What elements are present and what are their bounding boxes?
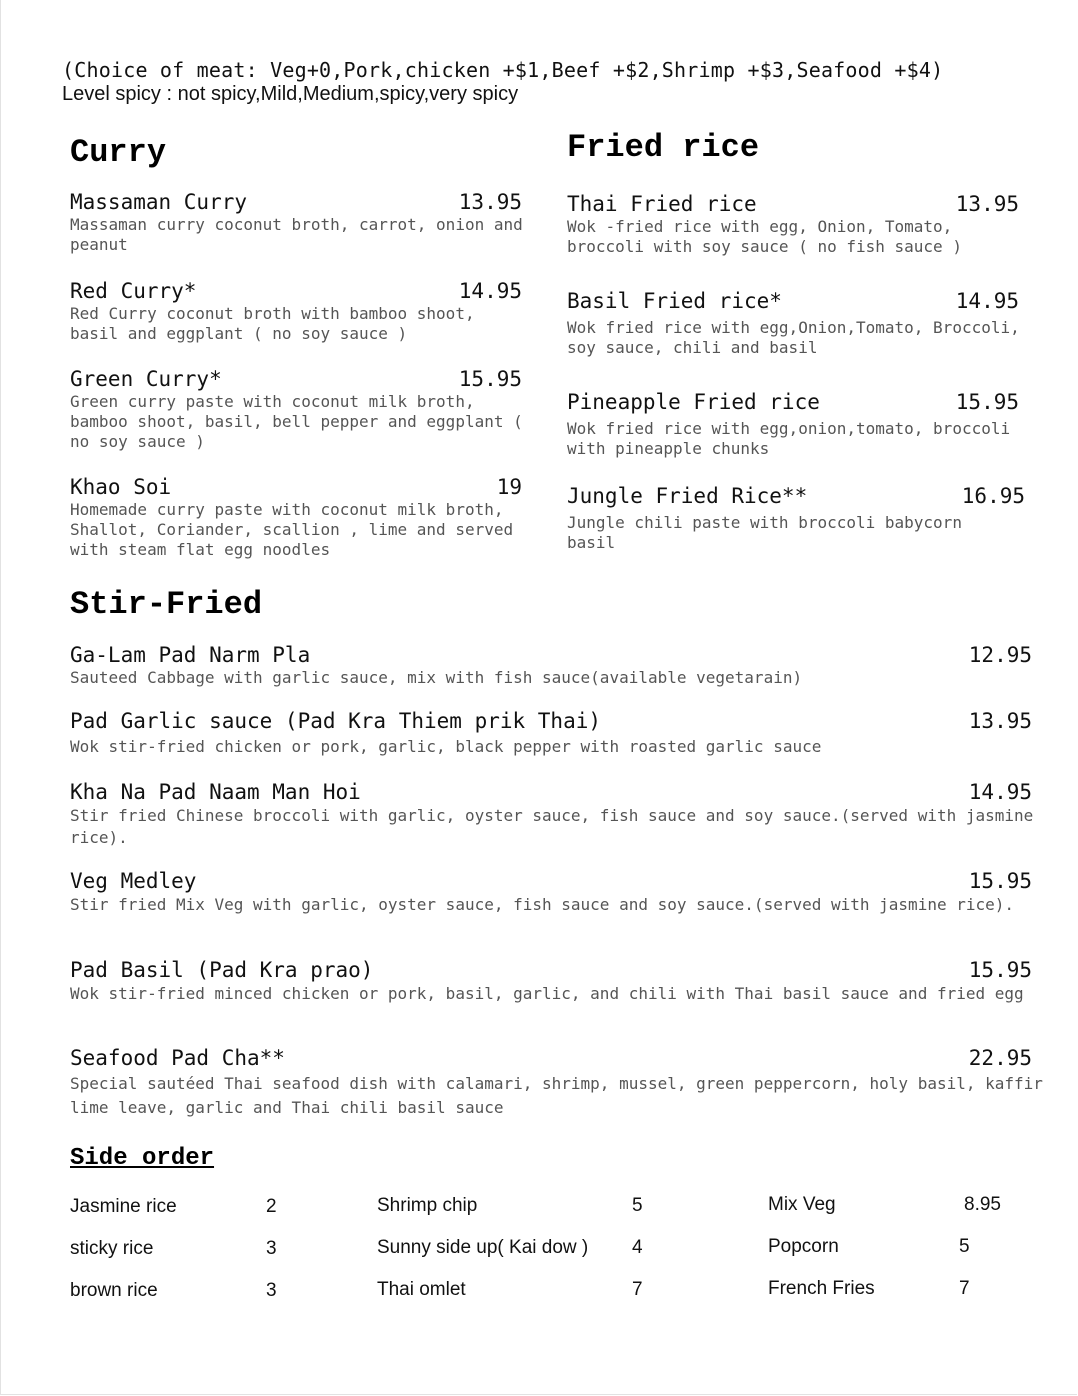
item-price: 13.95 — [955, 192, 1019, 216]
item-description: Wok fried rice with egg,Onion,Tomato, Broccoli, soy sauce, chili and basil — [567, 318, 1020, 357]
item-name: Seafood Pad Cha** — [70, 1046, 285, 1070]
stir-fried-title: Stir-Fried — [70, 586, 263, 623]
side-item-price: 5 — [959, 1236, 970, 1257]
item-price: 13.95 — [968, 709, 1032, 733]
item-description: Wok -fried rice with egg, Onion, Tomato, broccoli with soy sauce ( no fish sauce ) — [567, 217, 962, 256]
item-name: Green Curry* — [70, 367, 222, 391]
item-description: Wok stir-fried minced chicken or pork, basil, garlic, and chili with Thai basil sauce and fried egg — [70, 984, 1024, 1003]
menu-item — [70, 367, 522, 452]
menu-item — [70, 279, 522, 344]
item-name: Kha Na Pad Naam Man Hoi — [70, 780, 361, 804]
item-description: Wok stir-fried chicken or pork, garlic, black pepper with roasted garlic sauce — [70, 737, 822, 756]
side-item-name: Thai omlet — [377, 1279, 466, 1300]
item-description: Stir fried Mix Veg with garlic, oyster sauce, fish sauce and soy sauce.(served with jasmine rice). — [70, 895, 1015, 914]
menu-item — [70, 1046, 1043, 1120]
side-item-price: 8.95 — [964, 1194, 1001, 1215]
item-price: 15.95 — [968, 869, 1032, 893]
menu-item — [70, 475, 522, 560]
item-description: Red Curry coconut broth with bamboo shoot, basil and eggplant ( no soy sauce ) — [70, 304, 475, 343]
item-name: Ga-Lam Pad Narm Pla — [70, 643, 311, 667]
item-name: Massaman Curry — [70, 190, 248, 214]
side-order-title: Side order — [70, 1145, 215, 1172]
item-description: Sauteed Cabbage with garlic sauce, mix with fish sauce(available vegetarain) — [70, 668, 803, 687]
side-item-price: 5 — [632, 1195, 643, 1216]
menu-item — [70, 190, 522, 255]
side-item-name: Popcorn — [768, 1236, 839, 1257]
meat-choice-text: (Choice of meat: Veg+0,Pork,chicken +$1,Beef +$2,Shrimp +$3,Seafood +$4) — [62, 58, 944, 82]
item-name: Red Curry* — [70, 279, 197, 303]
side-item-price: 3 — [266, 1238, 277, 1259]
item-price: 13.95 — [458, 190, 522, 214]
side-item-price: 7 — [959, 1278, 970, 1299]
side-item-name: Jasmine rice — [70, 1196, 177, 1217]
menu-item — [70, 958, 1032, 1005]
item-name: Khao Soi — [70, 475, 172, 499]
item-name: Pineapple Fried rice — [567, 390, 820, 414]
item-description: Massaman curry coconut broth, carrot, onion and peanut — [70, 215, 523, 254]
curry-title: Curry — [70, 134, 167, 171]
item-price: 15.95 — [968, 958, 1032, 982]
side-item-name: Shrimp chip — [377, 1195, 478, 1216]
item-price: 22.95 — [968, 1046, 1032, 1070]
fried-rice-title: Fried rice — [567, 129, 760, 166]
menu-options — [62, 58, 943, 106]
item-description: Stir fried Chinese broccoli with garlic, oyster sauce, fish sauce and soy sauce.(served with jasmine rice). — [70, 806, 1034, 847]
menu-item — [70, 643, 1032, 688]
menu-item — [567, 289, 1019, 358]
item-price: 15.95 — [955, 390, 1019, 414]
item-name: Pad Garlic sauce (Pad Kra Thiem prik Thai) — [70, 709, 602, 733]
item-name: Veg Medley — [70, 869, 197, 893]
side-item-name: French Fries — [768, 1278, 875, 1299]
menu-item — [70, 869, 1032, 916]
item-description: Wok fried rice with egg,onion,tomato, broccoli with pineapple chunks — [567, 419, 1011, 458]
item-price: 16.95 — [961, 484, 1025, 508]
item-price: 15.95 — [458, 367, 522, 391]
item-price: 12.95 — [968, 643, 1032, 667]
spicy-level-text: Level spicy : not spicy,Mild,Medium,spicy,very spicy — [62, 83, 519, 105]
side-item-name: Mix Veg — [768, 1194, 836, 1215]
side-item-price: 3 — [266, 1280, 277, 1301]
side-item-name: Sunny side up( Kai dow ) — [377, 1237, 589, 1258]
side-item-price: 7 — [632, 1279, 643, 1300]
item-description: Special sautéed Thai seafood dish with calamari, shrimp, mussel, green peppercorn, holy basil, kaffir lime leave, garlic and Thai chili basil sauce — [70, 1074, 1043, 1117]
side-item-name: brown rice — [70, 1280, 158, 1301]
item-name: Basil Fried rice* — [567, 289, 782, 313]
menu-item — [70, 709, 1032, 757]
menu-item — [70, 780, 1032, 849]
item-price: 14.95 — [968, 780, 1032, 804]
side-item-name: sticky rice — [70, 1238, 154, 1259]
menu-item — [567, 390, 1019, 459]
item-price: 19 — [496, 475, 522, 499]
menu-item — [567, 192, 1019, 257]
item-description: Homemade curry paste with coconut milk broth, Shallot, Coriander, scallion , lime and served with steam flat egg noodles — [70, 500, 514, 559]
side-item-price: 4 — [632, 1237, 643, 1258]
item-name: Thai Fried rice — [567, 192, 757, 216]
item-name: Pad Basil (Pad Kra prao) — [70, 958, 374, 982]
menu-item — [567, 484, 1025, 553]
item-description: Green curry paste with coconut milk broth, bamboo shoot, basil, bell pepper and eggplant ( no soy sauce ) — [70, 392, 523, 451]
item-description: Jungle chili paste with broccoli babycorn basil — [567, 513, 962, 552]
item-name: Jungle Fried Rice** — [567, 484, 808, 508]
item-price: 14.95 — [458, 279, 522, 303]
side-item-price: 2 — [266, 1196, 277, 1217]
item-price: 14.95 — [955, 289, 1019, 313]
